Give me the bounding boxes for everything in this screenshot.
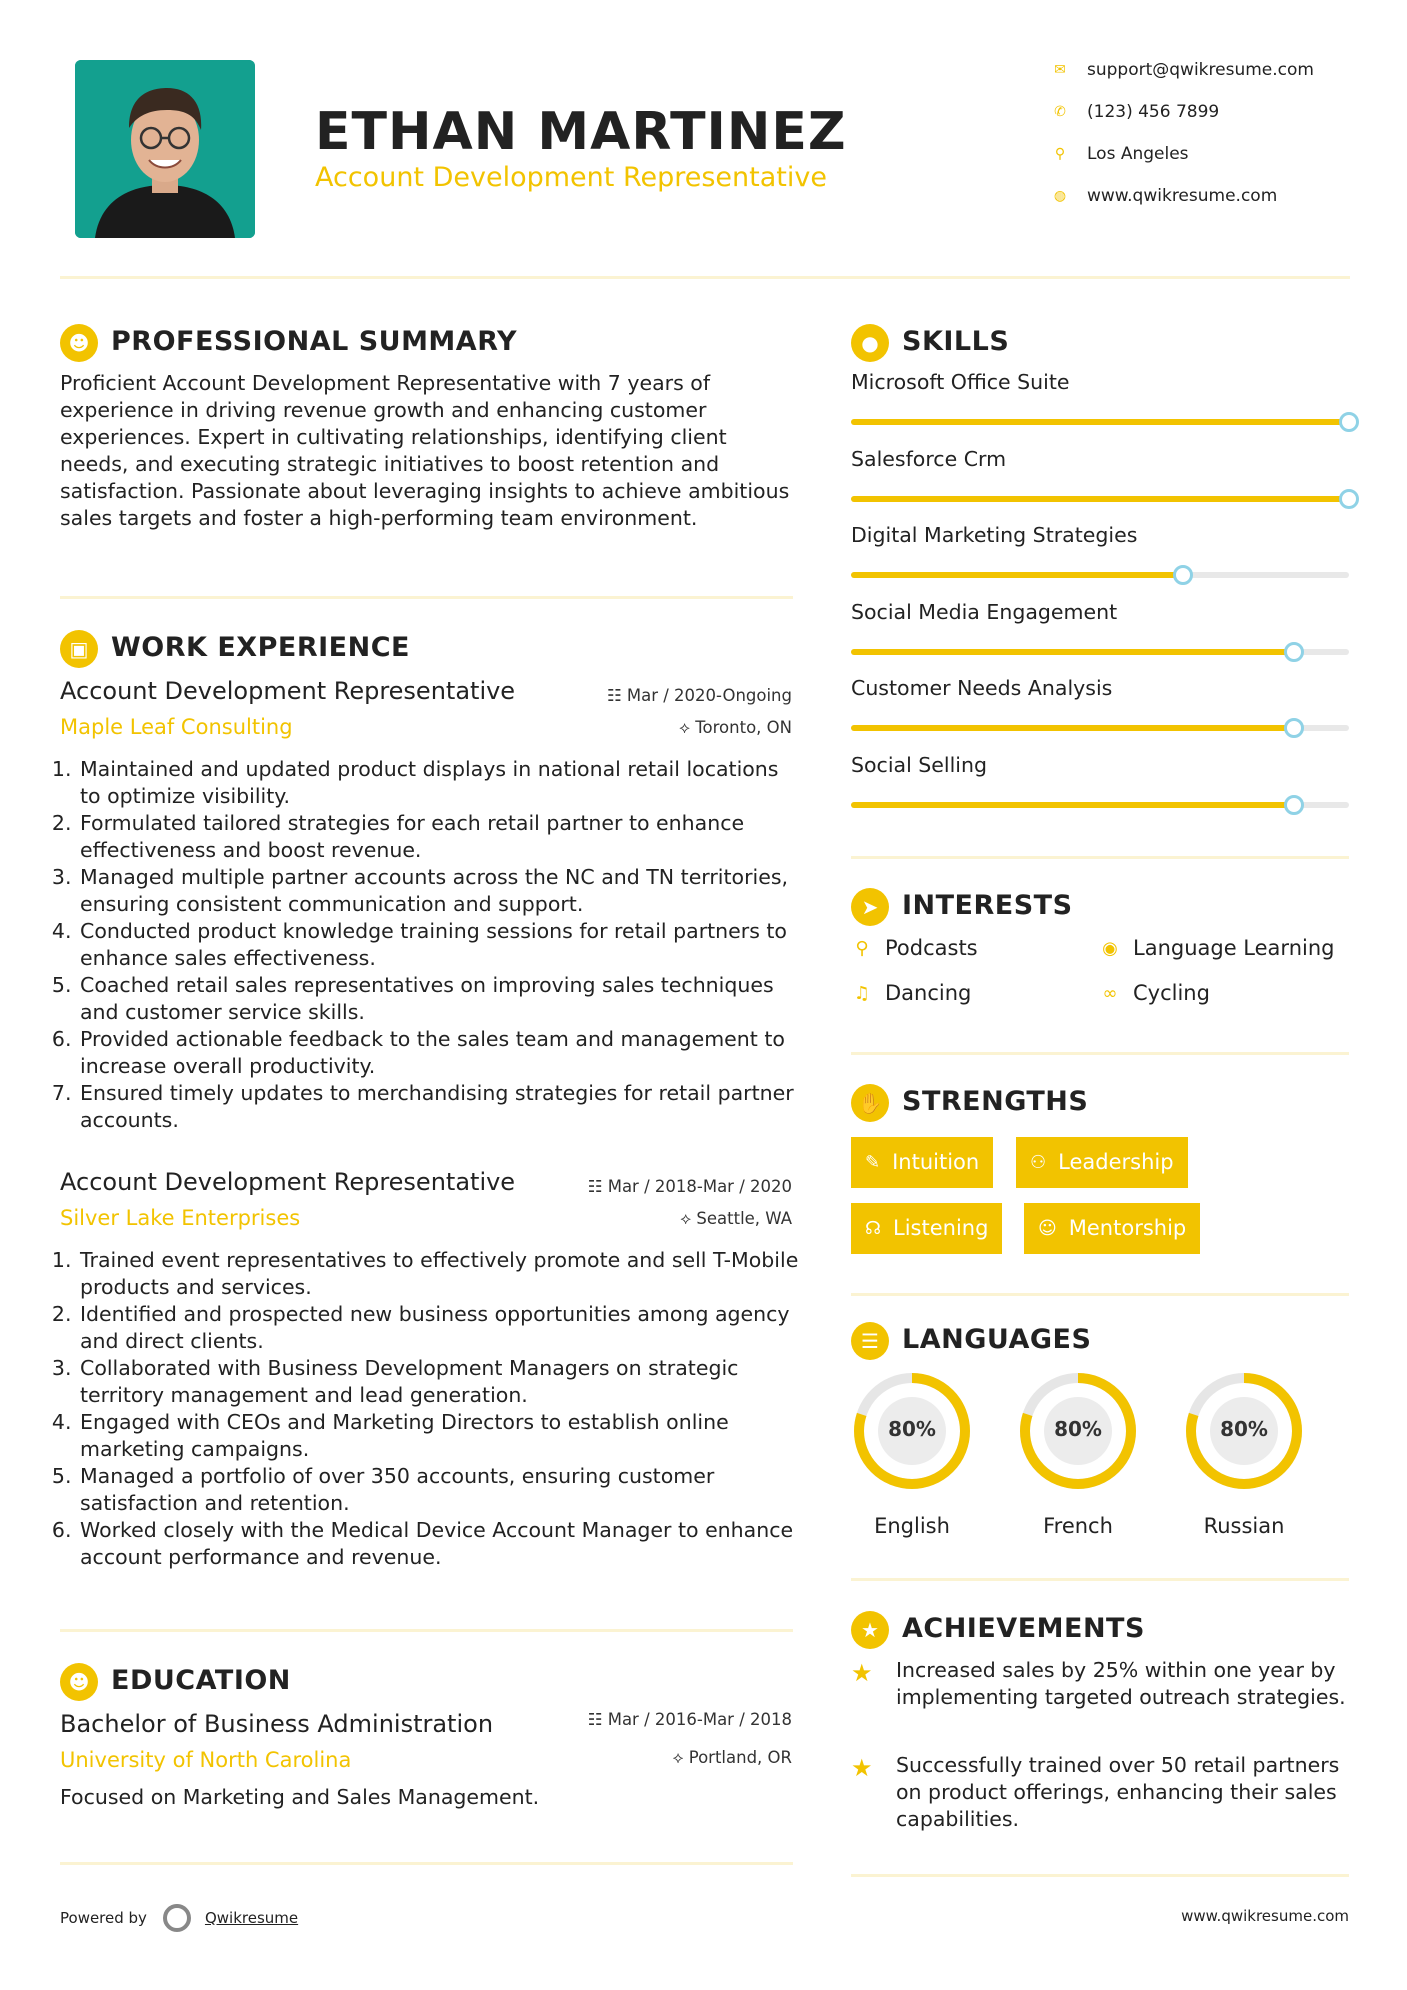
strength-label: Intuition [892, 1150, 980, 1174]
language-name: Russian [1203, 1514, 1285, 1538]
language-item [1017, 1370, 1139, 1538]
language-item [851, 1370, 973, 1538]
skill-label: Microsoft Office Suite [851, 370, 1070, 394]
user-plus-icon: ☺ [1038, 1218, 1057, 1239]
lightbulb-icon: ● [851, 324, 889, 362]
phone-icon: ✆ [1054, 104, 1066, 120]
skill-bar-fill [851, 496, 1349, 502]
skill-level-knob [1284, 642, 1304, 662]
candidate-name: ETHAN MARTINEZ [315, 102, 847, 162]
list-item: 4. Conducted product knowledge training sessions for retail partners to enhance sales effectiveness. [78, 918, 800, 972]
translate-icon: ☰ [851, 1322, 889, 1360]
globe-icon: ◉ [1102, 937, 1118, 959]
strength-chip [1024, 1203, 1200, 1254]
languages-list [851, 1370, 1349, 1540]
education-school: University of North Carolina [60, 1748, 352, 1772]
calendar-icon: ☷ [606, 686, 627, 705]
contact-email-text: support@qwikresume.com [1087, 60, 1314, 80]
skill-row [851, 753, 1349, 777]
list-item: 4. Engaged with CEOs and Marketing Directors to establish online marketing campaigns. [78, 1409, 800, 1463]
language-percent: 80% [1054, 1417, 1102, 1441]
footer-url[interactable]: www.qwikresume.com [1181, 1907, 1349, 1925]
strength-chip [851, 1137, 993, 1188]
interests-heading: INTERESTS [902, 890, 1073, 921]
pin-icon: ⟡ [680, 1209, 697, 1228]
person-portrait-icon [75, 60, 255, 238]
interest-label: Dancing [885, 981, 972, 1005]
pin-icon: ⟡ [679, 718, 696, 737]
list-item: 5. Managed a portfolio of over 350 accounts, ensuring customer satisfaction and retention. [78, 1463, 800, 1517]
skill-bar-fill [851, 572, 1183, 578]
contact-location [1053, 144, 1189, 164]
contact-phone-text: (123) 456 7899 [1087, 102, 1220, 122]
calendar-icon: ☷ [587, 1710, 608, 1729]
contact-phone[interactable] [1053, 102, 1219, 122]
strengths-heading: STRENGTHS [902, 1086, 1089, 1117]
interests-divider [851, 1052, 1349, 1055]
skill-level-knob [1284, 795, 1304, 815]
skill-bar-track [851, 419, 1349, 425]
graduate-icon: ☻ [60, 1663, 98, 1701]
skill-label: Social Selling [851, 752, 988, 777]
calendar-icon: ☷ [587, 1177, 608, 1196]
list-item: 6. Provided actionable feedback to the sales team and management to increase overall productivity. [78, 1026, 800, 1080]
job-2-date [492, 1177, 792, 1196]
interest-label: Language Learning [1133, 936, 1335, 960]
skill-row [851, 370, 1349, 394]
star-icon: ★ [851, 1659, 873, 1687]
job-1-role: Account Development Representative [60, 677, 516, 705]
strength-chip [1016, 1137, 1188, 1188]
skill-bar-track [851, 802, 1349, 808]
language-name: English [874, 1514, 950, 1538]
skill-bar-track [851, 572, 1349, 578]
briefcase-icon: ▣ [60, 630, 98, 668]
star-icon: ★ [851, 1754, 873, 1782]
interest-dancing [851, 981, 971, 1005]
education-date-text: Mar / 2016-Mar / 2018 [607, 1710, 792, 1729]
interest-label: Podcasts [885, 936, 978, 960]
interest-cycling [1099, 981, 1210, 1005]
strength-chip [851, 1203, 1002, 1254]
list-item: 2. Formulated tailored strategies for each retail partner to enhance effectiveness and boost revenue. [78, 810, 800, 864]
skill-bar-fill [851, 419, 1349, 425]
job-1-date-text: Mar / 2020-Ongoing [626, 686, 792, 705]
strength-label: Mentorship [1068, 1216, 1187, 1240]
headphones-icon: ☊ [865, 1218, 881, 1239]
strength-label: Listening [893, 1216, 989, 1240]
skill-label: Digital Marketing Strategies [851, 523, 1138, 547]
job-1-bullets [60, 756, 800, 1134]
job-1-company: Maple Leaf Consulting [60, 715, 293, 739]
magic-wand-icon: ✎ [865, 1152, 881, 1173]
job-2-location-text: Seattle, WA [696, 1209, 792, 1228]
profile-photo [75, 60, 255, 238]
interest-podcasts [851, 936, 978, 960]
language-name: French [1043, 1514, 1113, 1538]
education-degree: Bachelor of Business Administration [60, 1710, 494, 1738]
microphone-icon: ⚲ [855, 937, 869, 959]
education-location-text: Portland, OR [688, 1748, 792, 1767]
powered-by-text: Powered by [60, 1909, 147, 1927]
education-divider [60, 1862, 793, 1865]
education-note: Focused on Marketing and Sales Management. [60, 1785, 540, 1809]
skill-level-knob [1173, 565, 1193, 585]
music-note-icon: ♫ [853, 982, 871, 1004]
header-divider [60, 276, 1350, 279]
skill-bar-fill [851, 725, 1294, 731]
brand-link[interactable]: Qwikresume [204, 1909, 299, 1927]
user-icon: ☻ [60, 324, 98, 362]
skill-bar-track [851, 649, 1349, 655]
summary-heading: PROFESSIONAL SUMMARY [111, 326, 518, 357]
skill-level-knob [1284, 718, 1304, 738]
pin-icon: ⟡ [672, 1748, 689, 1767]
skill-row [851, 447, 1349, 471]
skills-heading: SKILLS [902, 326, 1010, 357]
skill-bar-fill [851, 649, 1294, 655]
skill-row [851, 676, 1349, 700]
envelope-icon: ✉ [1054, 62, 1066, 78]
achievement-item: Successfully trained over 50 retail partners on product offerings, enhancing their sales capabilities. [896, 1753, 1340, 1831]
experience-divider [60, 1629, 793, 1632]
contact-website[interactable] [1053, 186, 1277, 206]
language-percent: 80% [888, 1417, 936, 1441]
languages-heading: LANGUAGES [902, 1324, 1092, 1355]
interest-language-learning [1099, 936, 1334, 960]
job-1-location-text: Toronto, ON [695, 718, 792, 737]
skill-label: Customer Needs Analysis [851, 676, 1113, 700]
strength-label: Leadership [1058, 1150, 1174, 1174]
summary-divider [60, 596, 793, 599]
globe-icon: ◍ [1053, 188, 1067, 204]
skills-divider [851, 856, 1349, 859]
list-item: 5. Coached retail sales representatives on improving sales techniques and customer service skills. [78, 972, 800, 1026]
skill-level-knob [1339, 489, 1359, 509]
education-location [492, 1748, 792, 1768]
job-2-bullets [60, 1247, 800, 1571]
list-item: 1. Trained event representatives to effectively promote and sell T-Mobile products and services. [78, 1247, 800, 1301]
job-2-location [492, 1209, 792, 1229]
users-icon: ⚇ [1030, 1152, 1047, 1173]
map-pin-icon: ⚲ [1054, 146, 1066, 162]
language-percent: 80% [1220, 1417, 1268, 1441]
skill-bar-track [851, 496, 1349, 502]
list-item: 3. Collaborated with Business Development Managers on strategic territory management and lead generation. [78, 1355, 800, 1409]
list-item: 2. Identified and prospected new business opportunities among agency and direct clients. [78, 1301, 800, 1355]
job-2-date-text: Mar / 2018-Mar / 2020 [607, 1177, 792, 1196]
strengths-divider [851, 1293, 1349, 1296]
qwikresume-logo-icon [163, 1904, 191, 1932]
skill-bar-track [851, 725, 1349, 731]
interest-label: Cycling [1133, 981, 1210, 1005]
contact-website-text: www.qwikresume.com [1087, 186, 1278, 206]
star-icon: ★ [851, 1611, 889, 1649]
list-item: 6. Worked closely with the Medical Device Account Manager to enhance account performance and revenue. [78, 1517, 800, 1571]
bicycle-icon: ∞ [1102, 982, 1118, 1004]
language-item [1183, 1370, 1305, 1538]
education-heading: EDUCATION [111, 1665, 291, 1696]
languages-divider [851, 1578, 1349, 1581]
skill-bar-fill [851, 802, 1294, 808]
achievements-divider [851, 1874, 1349, 1877]
skill-level-knob [1339, 412, 1359, 432]
experience-heading: WORK EXPERIENCE [111, 632, 410, 663]
job-2-company: Silver Lake Enterprises [60, 1206, 301, 1230]
job-2-role: Account Development Representative [60, 1168, 516, 1196]
footer-powered [60, 1904, 298, 1932]
skill-row [851, 600, 1349, 624]
contact-email[interactable] [1053, 60, 1314, 80]
education-date [492, 1710, 792, 1729]
list-item: 1. Maintained and updated product displays in national retail locations to optimize visibility. [78, 756, 800, 810]
paper-plane-icon: ➤ [851, 888, 889, 926]
achievement-item: Increased sales by 25% within one year by implementing targeted outreach strategies. [896, 1658, 1346, 1709]
job-1-date [492, 686, 792, 705]
contact-location-text: Los Angeles [1087, 144, 1189, 164]
summary-text: Proficient Account Development Representative with 7 years of experience in driving revenue growth and enhancing customer experiences. Expert in cultivating relationships, identifying client needs, and executing strategic initiatives to boost retention and satisfaction. Passionate about leveraging insights to achieve ambitious sales targets and foster a high-performing team environment. [60, 371, 790, 530]
candidate-title: Account Development Representative [315, 162, 827, 193]
skill-label: Salesforce Crm [851, 446, 1007, 471]
achievements-heading: ACHIEVEMENTS [902, 1613, 1145, 1644]
list-item: 7. Ensured timely updates to merchandising strategies for retail partner accounts. [78, 1080, 800, 1134]
job-1-location [492, 718, 792, 738]
hand-icon: ✋ [851, 1084, 889, 1122]
skill-label: Social Media Engagement [851, 599, 1118, 624]
skill-row [851, 523, 1349, 547]
list-item: 3. Managed multiple partner accounts across the NC and TN territories, ensuring consistent communication and support. [78, 864, 800, 918]
